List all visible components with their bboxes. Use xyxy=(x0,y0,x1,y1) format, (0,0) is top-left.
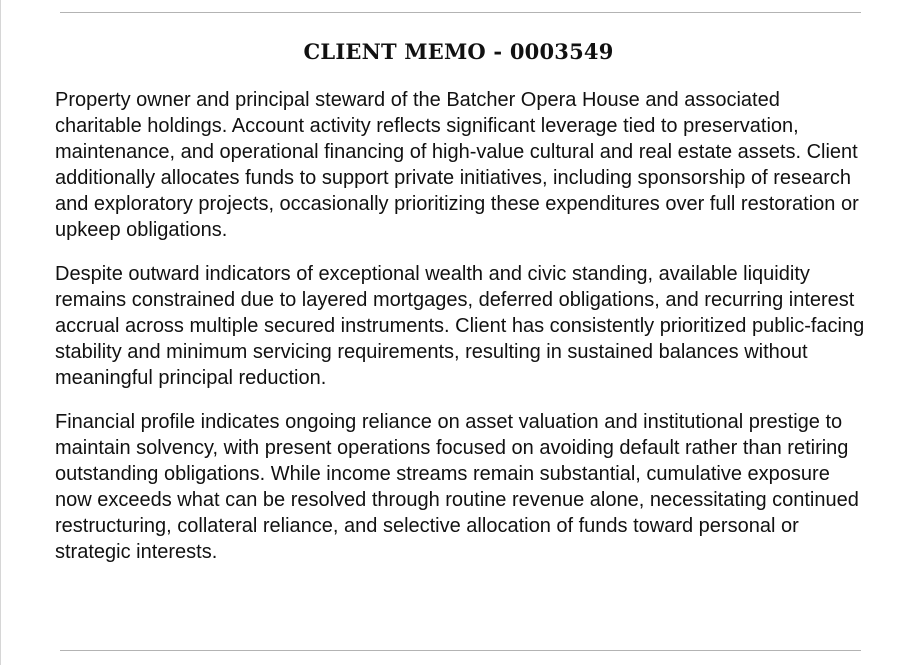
top-divider xyxy=(60,12,861,13)
memo-paragraph-2: Despite outward indicators of exceptional wealth and civic standing, available liquidity remains constrained due to layered mortgages, deferred obligations, and recurring interest accrual across multiple secured instruments. Client has consistently prioritized public-facing stability and minimum servicing requirements, resulting in sustained balances without meaningful principal reduction. xyxy=(55,263,865,389)
memo-paragraph-3: Financial profile indicates ongoing reliance on asset valuation and institutional prestige to maintain solvency, with present operations focused on avoiding default rather than retiring outstanding obligations. While income streams remain substantial, cumulative exposure now exceeds what can be resolved through routine revenue alone, necessitating continued restructuring, collateral reliance, and selective allocation of funds toward personal or strategic interests. xyxy=(55,411,859,563)
bottom-divider xyxy=(60,650,861,651)
memo-title: CLIENT MEMO - 0003549 xyxy=(303,39,614,64)
memo-body xyxy=(55,87,865,583)
memo-paragraph-1: Property owner and principal steward of the Batcher Opera House and associated charitable holdings. Account activity reflects significant leverage tied to preservation, maintenance, and operational financing of high-value cultural and real estate assets. Client additionally allocates funds to support private initiatives, including sponsorship of research and exploratory projects, occasionally prioritizing these expenditures over full restoration or upkeep obligations. xyxy=(55,89,859,241)
